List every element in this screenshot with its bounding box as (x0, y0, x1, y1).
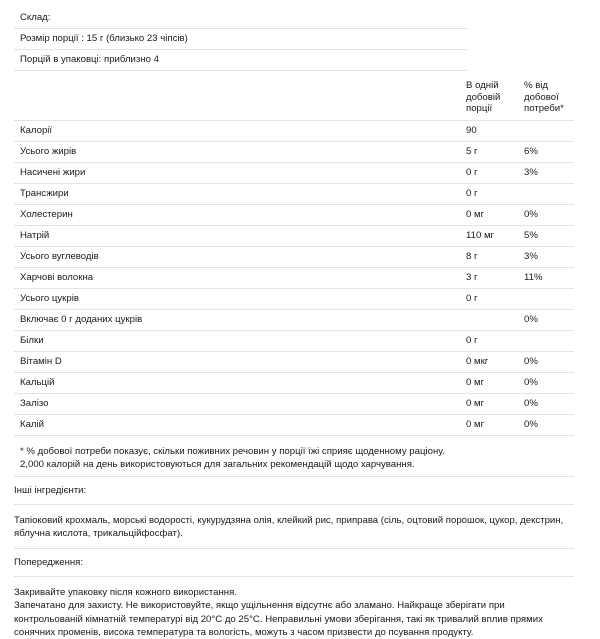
nutrient-daily-value: 3% (524, 167, 538, 178)
nutrient-amount: 110 мг (466, 230, 495, 241)
nutrient-daily-value: 0% (524, 419, 538, 430)
nutrient-daily-value: 0% (524, 314, 538, 325)
table-row (14, 163, 574, 184)
supplement-facts-page (0, 8, 600, 638)
nutrient-daily-value: 3% (524, 251, 538, 262)
serving-size-row (14, 29, 468, 50)
footnote-line-2: 2,000 калорій на день використовуються для загальних рекомендацій щодо харчування. (20, 459, 415, 471)
table-header-row (14, 71, 574, 121)
warnings-block (14, 577, 574, 639)
table-row (14, 331, 574, 352)
nutrient-name: Включає 0 г доданих цукрів (20, 314, 143, 325)
nutrient-amount: 0 мкг (466, 356, 489, 367)
composition-row (14, 8, 468, 29)
table-row (14, 289, 574, 310)
nutrient-amount: 0 г (466, 335, 478, 346)
nutrient-name: Усього цукрів (20, 293, 79, 304)
table-row (14, 121, 574, 142)
nutrient-amount: 0 мг (466, 209, 485, 220)
table-row (14, 226, 574, 247)
daily-value-footnote (14, 436, 574, 477)
servings-per-container-row (14, 50, 468, 71)
nutrient-amount: 3 г (466, 272, 478, 283)
nutrient-name: Вітамін D (20, 356, 62, 367)
ingredients-text: Тапіоковий крохмаль, морські водорості, кукурудзяна олія, клейкий рис, приправа (сіль, оцтовий порошок, цукор, декстрин, яблучна кислота, трикальційфосфат). (14, 505, 574, 549)
nutrient-name: Насичені жири (20, 167, 86, 178)
nutrient-name: Харчові волокна (20, 272, 94, 283)
nutrient-daily-value: 11% (524, 272, 543, 283)
table-row (14, 268, 574, 289)
nutrient-amount: 0 г (466, 167, 478, 178)
table-row (14, 415, 574, 436)
warnings-label: Попередження: (14, 549, 574, 577)
nutrient-name: Усього жирів (20, 146, 77, 157)
warnings-text: Запечатано для захисту. Не використовуйте, якщо ущільнення відсутнє або зламано. Найкраще зберігати при контрольованій кімнатній температурі від 20°C до 25°C. Неправильні умови зберігання, такі як тривалий вплив прямих сонячних променів, висока температура та вологість, можуть з часом призвести до псування продукту. (14, 600, 543, 638)
serving-size-text: Розмір порції : 15 г (близько 23 чіпсів) (20, 33, 188, 44)
nutrient-amount: 0 мг (466, 398, 485, 409)
table-row (14, 205, 574, 226)
nutrient-daily-value: 0% (524, 356, 538, 367)
nutrition-panel (14, 8, 468, 71)
footnote-line-1: * % добової потреби показує, скільки поживних речовин у порції їжі сприяє щоденному раціону. (20, 446, 445, 457)
table-row (14, 142, 574, 163)
nutrient-amount: 0 мг (466, 419, 485, 430)
table-row (14, 247, 574, 268)
nutrient-amount: 0 мг (466, 377, 485, 388)
table-row (14, 373, 574, 394)
nutrient-amount: 0 г (466, 293, 478, 304)
nutrient-daily-value: 6% (524, 146, 538, 157)
table-row (14, 184, 574, 205)
nutrient-amount: 5 г (466, 146, 478, 157)
table-row (14, 310, 574, 331)
nutrient-name: Холестерин (20, 209, 73, 220)
nutrient-name: Усього вуглеводів (20, 251, 99, 262)
nutrient-daily-value: 5% (524, 230, 538, 241)
table-row (14, 394, 574, 415)
servings-per-container-text: Порцій в упаковці: приблизно 4 (20, 54, 159, 65)
nutrient-name: Кальцій (20, 377, 55, 388)
nutrient-name: Залізо (20, 398, 49, 409)
nutrient-daily-value: 0% (524, 209, 538, 220)
nutrition-table (14, 71, 574, 436)
ingredients-label: Інші інгредієнти: (14, 477, 574, 505)
table-row (14, 352, 574, 373)
nutrient-name: Калій (20, 419, 45, 430)
nutrient-daily-value: 0% (524, 377, 538, 388)
nutrient-amount: 0 г (466, 188, 478, 199)
nutrient-daily-value: 0% (524, 398, 538, 409)
header-amount: В одній добовій порції (466, 80, 501, 114)
header-daily-value: % від добової потреби* (524, 80, 564, 114)
warnings-line-1: Закривайте упаковку після кожного використання. (14, 586, 237, 598)
composition-label: Склад: (20, 12, 51, 23)
table-body (14, 121, 574, 436)
nutrient-amount: 90 (466, 125, 477, 136)
nutrient-name: Натрій (20, 230, 50, 241)
nutrient-name: Калорії (20, 125, 53, 136)
nutrient-name: Трансжири (20, 188, 69, 199)
nutrient-amount: 8 г (466, 251, 478, 262)
nutrient-name: Білки (20, 335, 44, 346)
